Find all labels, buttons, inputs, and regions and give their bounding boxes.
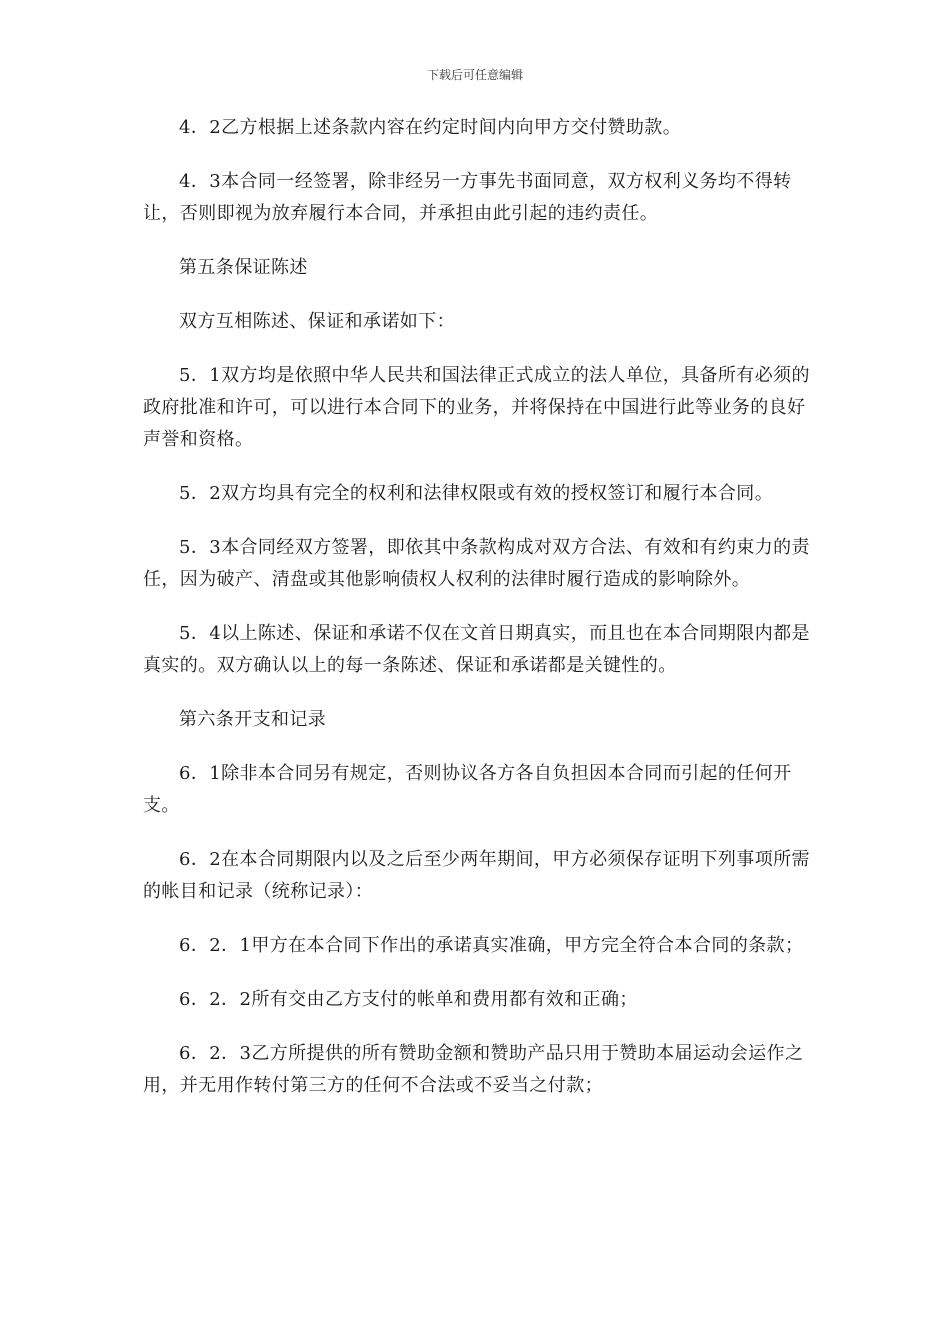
header-note: 下载后可任意编辑 <box>426 68 523 82</box>
clause-6-2: 6．2在本合同期限内以及之后至少两年期间，甲方必须保存证明下列事项所需的帐目和记录（统称记录）： <box>143 849 810 902</box>
document-body <box>143 112 813 1124</box>
clause-5-4: 5．4以上陈述、保证和承诺不仅在文首日期真实，而且也在本合同期限内都是真实的。双方确认以上的每一条陈述、保证和承诺都是关键性的。 <box>143 623 810 676</box>
clause-6-1: 6．1除非本合同另有规定，否则协议各方各自负担因本合同而引起的任何开支。 <box>143 763 792 816</box>
clause-4-2: 4．2乙方根据上述条款内容在约定时间内向甲方交付赞助款。 <box>179 117 682 138</box>
clause-4-3: 4．3本合同一经签署，除非经另一方事先书面同意，双方权利义务均不得转让，否则即视为放弃履行本合同，并承担由此引起的违约责任。 <box>143 171 792 224</box>
clause-5-3: 5．3本合同经双方签署，即依其中条款构成对双方合法、有效和有约束力的责任，因为破产、清盘或其他影响债权人权利的法律时履行造成的影响除外。 <box>143 537 810 590</box>
clause-6-2-2: 6．2．2所有交由乙方支付的帐单和费用都有效和正确； <box>179 989 638 1010</box>
clause-6-2-3: 6．2．3乙方所提供的所有赞助金额和赞助产品只用于赞助本届运动会运作之用，并无用作转付第三方的任何不合法或不妥当之付款； <box>143 1043 804 1096</box>
clause-5-1: 5．1双方均是依照中华人民共和国法律正式成立的法人单位，具备所有必须的政府批准和许可，可以进行本合同下的业务，并将保持在中国进行此等业务的良好声誉和资格。 <box>143 365 810 450</box>
article-5-heading: 第五条保证陈述 <box>179 257 308 278</box>
article-6-heading: 第六条开支和记录 <box>179 709 327 730</box>
clause-5-2: 5．2双方均具有完全的权利和法律权限或有效的授权签订和履行本合同。 <box>179 483 774 504</box>
article-5-intro: 双方互相陈述、保证和承诺如下： <box>179 311 455 332</box>
clause-6-2-1: 6．2．1甲方在本合同下作出的承诺真实准确，甲方完全符合本合同的条款； <box>179 935 804 956</box>
